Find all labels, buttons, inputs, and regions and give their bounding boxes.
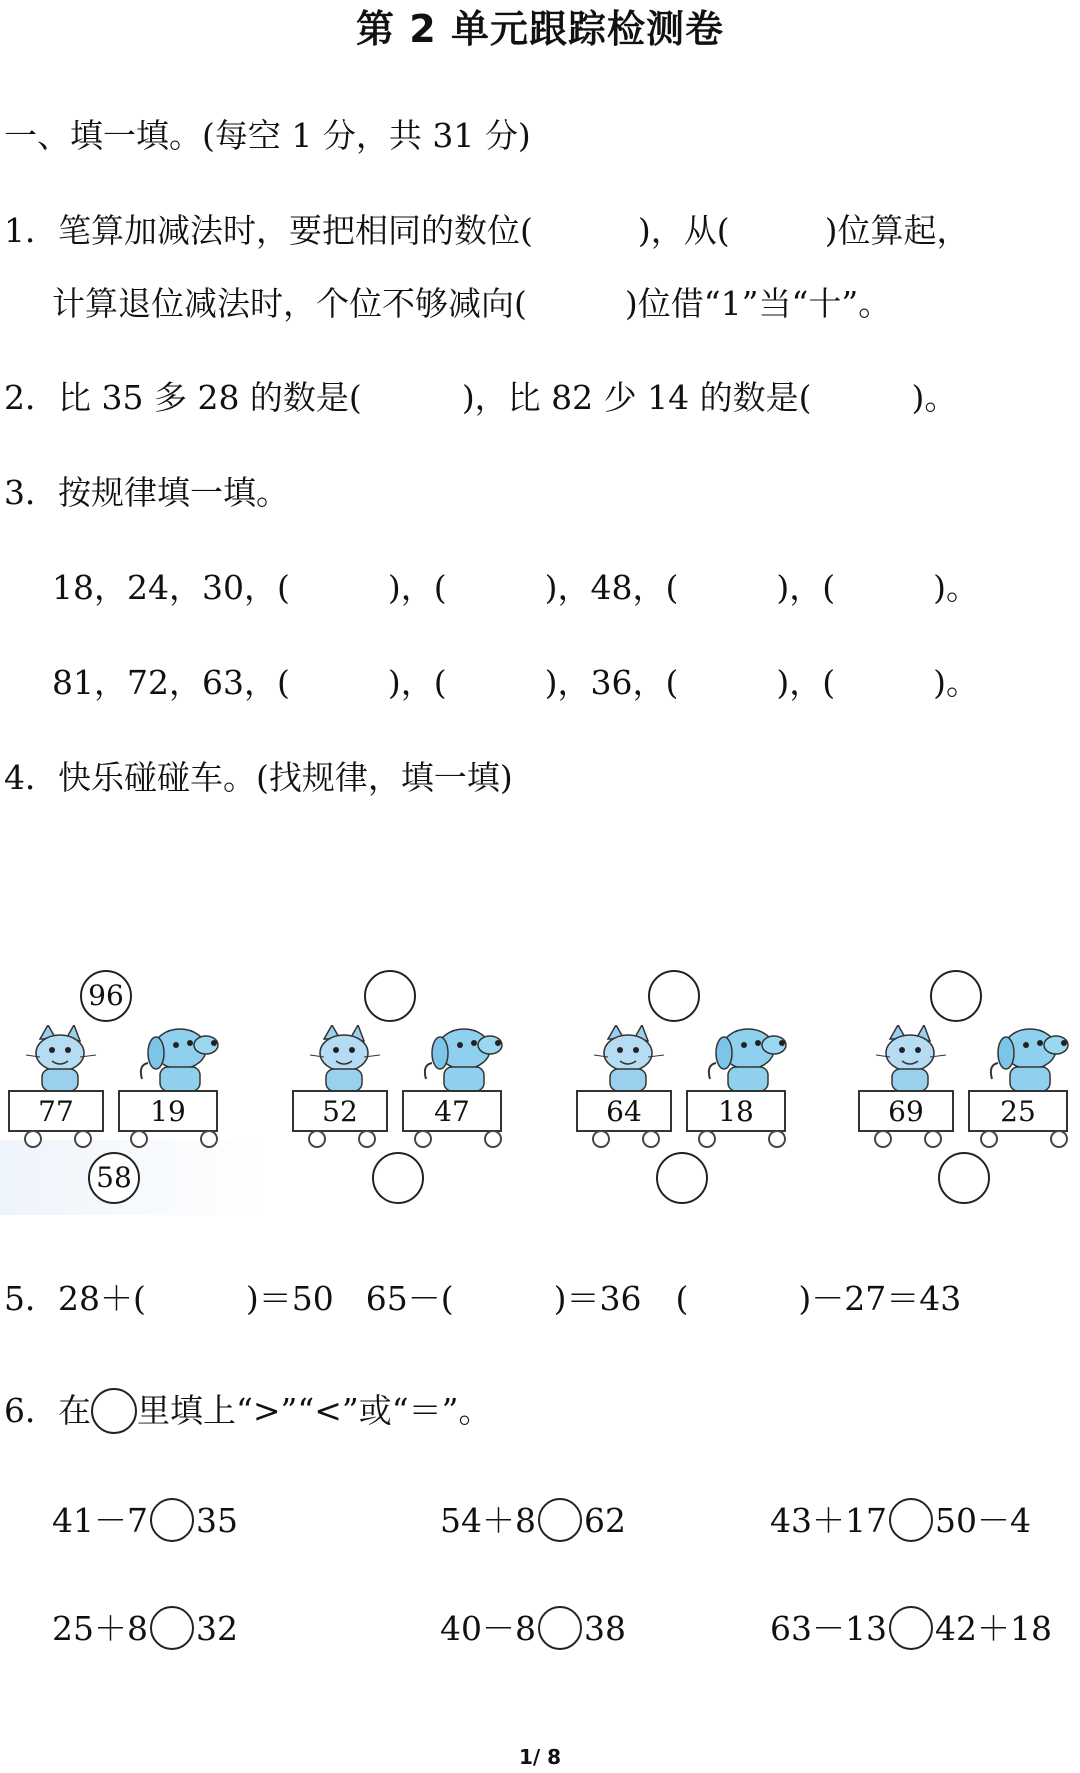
q2-text-a: 2．比 35 多 28 的数是(	[4, 378, 362, 417]
dog-icon	[986, 1025, 1076, 1095]
comparison-item	[770, 1495, 1031, 1542]
comparison-left: 25＋8	[52, 1609, 148, 1648]
q5-text-c: 65－(	[365, 1279, 454, 1318]
top-answer-circle[interactable]	[648, 970, 700, 1022]
q1-text-e: )位借“1”当“十”。	[624, 284, 892, 323]
question-3-row-2	[52, 657, 979, 704]
wheel-icon	[484, 1130, 502, 1148]
q1-text-d: 计算退位减法时，个位不够减向(	[52, 284, 527, 323]
comparison-left: 41－7	[52, 1501, 148, 1540]
bottom-number-bubble: 58	[88, 1152, 140, 1204]
comparison-circle[interactable]	[889, 1498, 933, 1542]
bottom-answer-circle[interactable]	[372, 1152, 424, 1204]
comparison-right: 62	[584, 1501, 626, 1540]
wheel-icon	[924, 1130, 942, 1148]
q5-text-d: )＝36	[553, 1279, 642, 1318]
right-car-number: 18	[686, 1090, 786, 1132]
comparison-circle[interactable]	[538, 1498, 582, 1542]
wheel-icon	[642, 1130, 660, 1148]
q1-text-c: )位算起，	[824, 211, 970, 250]
q2-text-b: )，比 82 少 14 的数是(	[461, 378, 812, 417]
page-title: 第 2 单元跟踪检测卷	[356, 7, 724, 51]
q5-text-f: )－27＝43	[798, 1279, 962, 1318]
q3-row2-sep-1: )，(	[387, 663, 447, 702]
q3-row2-start: 81，72，63，(	[52, 663, 290, 702]
q3-row2-sep-3: )，(	[776, 663, 836, 702]
comparison-circle[interactable]	[538, 1606, 582, 1650]
page-number: 1/ 8	[518, 1745, 562, 1769]
wheel-icon	[768, 1130, 786, 1148]
left-car-number: 69	[858, 1090, 954, 1132]
wheel-icon	[980, 1130, 998, 1148]
question-1-line-2	[52, 278, 891, 325]
circle-icon	[91, 1388, 137, 1434]
comparison-left: 63－13	[770, 1609, 887, 1648]
question-5	[4, 1273, 961, 1320]
right-car-number: 25	[968, 1090, 1068, 1132]
question-3-row-1	[52, 562, 979, 609]
comparison-circle[interactable]	[889, 1606, 933, 1650]
comparison-left: 54＋8	[440, 1501, 536, 1540]
top-answer-circle[interactable]	[930, 970, 982, 1022]
wheel-icon	[1050, 1130, 1068, 1148]
left-car-number: 52	[292, 1090, 388, 1132]
comparison-right: 42＋18	[934, 1609, 1052, 1648]
q5-text-a: 5．28＋(	[4, 1279, 146, 1318]
q5-text-e: (	[675, 1279, 689, 1318]
dog-icon	[136, 1025, 226, 1095]
right-car-number: 47	[402, 1090, 502, 1132]
comparison-right: 35	[196, 1501, 238, 1540]
q3-row1-sep-2: )，48，(	[544, 568, 679, 607]
q3-row1-sep-3: )，(	[776, 568, 836, 607]
wheel-icon	[200, 1130, 218, 1148]
comparison-circle[interactable]	[150, 1498, 194, 1542]
q3-row1-sep-1: )，(	[387, 568, 447, 607]
q1-text-a: 1．笔算加减法时，要把相同的数位(	[4, 211, 533, 250]
dog-icon	[704, 1025, 794, 1095]
cat-icon	[22, 1025, 102, 1095]
bottom-answer-circle[interactable]	[656, 1152, 708, 1204]
q2-text-c: )。	[911, 378, 958, 417]
top-answer-circle[interactable]	[364, 970, 416, 1022]
q6-text-a: 6．在	[4, 1391, 91, 1430]
question-4-label: 4．快乐碰碰车。(找规律，填一填)	[4, 758, 513, 797]
cat-icon	[872, 1025, 952, 1095]
q3-row2-sep-2: )，36，(	[544, 663, 679, 702]
wheel-icon	[308, 1130, 326, 1148]
q3-row2-end: )。	[933, 663, 979, 702]
cat-icon	[590, 1025, 670, 1095]
wheel-icon	[358, 1130, 376, 1148]
section-heading: 一、填一填。(每空 1 分，共 31 分)	[4, 116, 531, 155]
wheel-icon	[698, 1130, 716, 1148]
q5-text-b: )＝50	[245, 1279, 334, 1318]
wheel-icon	[874, 1130, 892, 1148]
comparison-item	[52, 1603, 238, 1650]
comparison-right: 32	[196, 1609, 238, 1648]
q3-row1-end: )。	[933, 568, 979, 607]
wheel-icon	[592, 1130, 610, 1148]
comparison-right: 50－4	[934, 1501, 1031, 1540]
comparison-right: 38	[584, 1609, 626, 1648]
question-3-label: 3．按规律填一填。	[4, 473, 289, 512]
comparison-item	[770, 1603, 1052, 1650]
question-2	[4, 372, 957, 419]
q6-text-b: 里填上“>”“<”或“＝”。	[137, 1391, 492, 1430]
q1-text-b: )，从(	[637, 211, 730, 250]
comparison-circle[interactable]	[150, 1606, 194, 1650]
right-car-number: 19	[118, 1090, 218, 1132]
wheel-icon	[130, 1130, 148, 1148]
wheel-icon	[414, 1130, 432, 1148]
dog-icon	[420, 1025, 510, 1095]
comparison-item	[52, 1495, 238, 1542]
comparison-item	[440, 1495, 626, 1542]
left-car-number: 77	[8, 1090, 104, 1132]
wheel-icon	[74, 1130, 92, 1148]
comparison-left: 40－8	[440, 1609, 536, 1648]
comparison-left: 43＋17	[770, 1501, 887, 1540]
top-number-bubble: 96	[80, 970, 132, 1022]
wheel-icon	[24, 1130, 42, 1148]
question-6-label	[4, 1385, 492, 1434]
question-1-line-1	[4, 205, 970, 252]
q3-row1-start: 18，24，30，(	[52, 568, 290, 607]
comparison-item	[440, 1603, 626, 1650]
left-car-number: 64	[576, 1090, 672, 1132]
bottom-answer-circle[interactable]	[938, 1152, 990, 1204]
cat-icon	[306, 1025, 386, 1095]
